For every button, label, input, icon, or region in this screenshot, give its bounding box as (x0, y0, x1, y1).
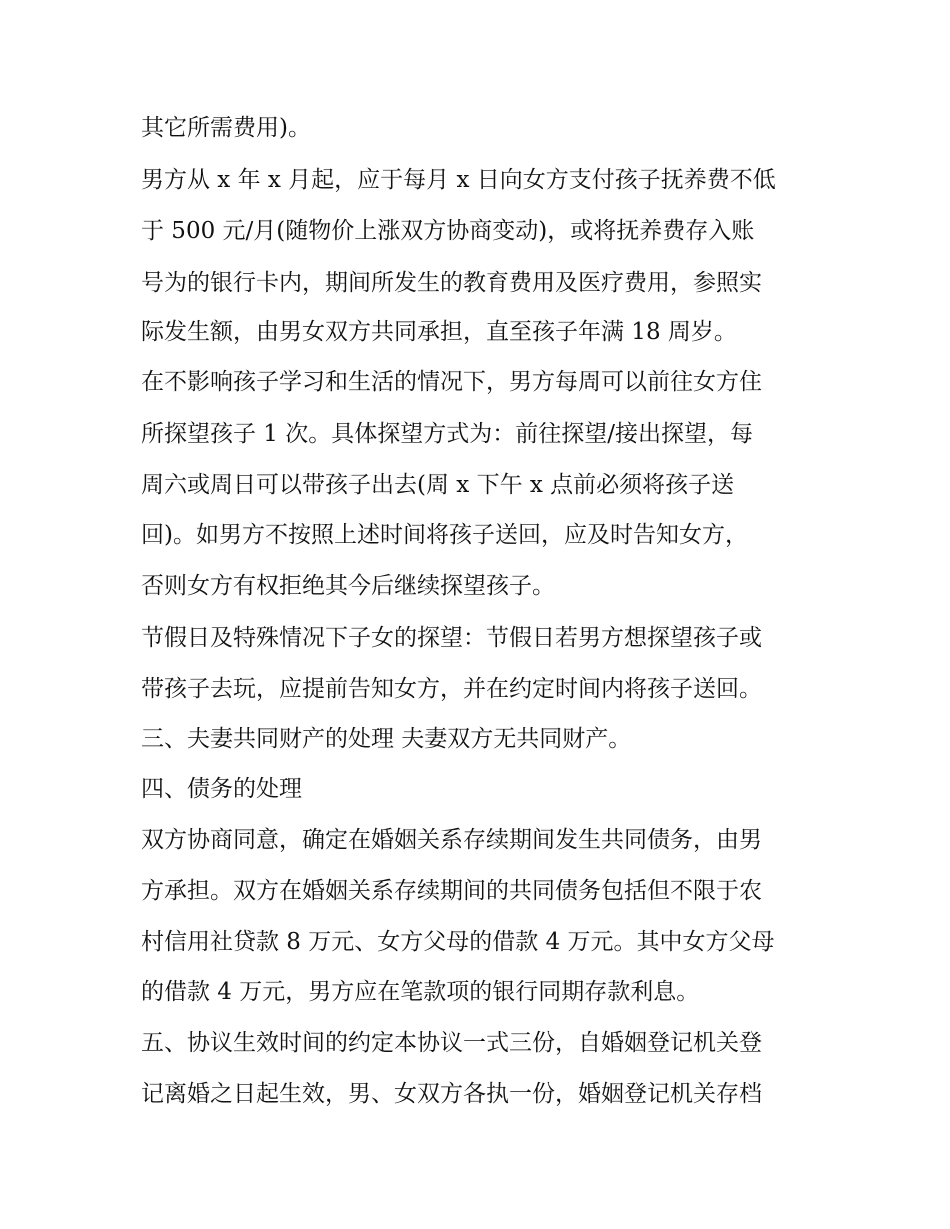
text-line: 号为的银行卡内，期间所发生的教育费用及医疗费用，参照实 (141, 270, 762, 296)
text-line: 所探望孩子 1 次。具体探望方式为：前往探望/接出探望，每 (141, 421, 754, 447)
text-line: 否则女方有权拒绝其今后继续探望孩子。 (141, 573, 555, 599)
text-line: 在不影响孩子学习和生活的情况下，男方每周可以前往女方住 (141, 369, 762, 395)
section-heading: 三、夫妻共同财产的处理 夫妻双方无共同财产。 (141, 726, 632, 752)
text-line: 于 500 元/月(随物价上涨双方协商变动)，或将抚养费存入账 (141, 218, 755, 244)
text-line: 的借款 4 万元，男方应在笔款项的银行同期存款利息。 (141, 979, 700, 1005)
text-line: 方承担。双方在婚姻关系存续期间的共同债务包括但不限于农 (141, 878, 762, 904)
text-line: 其它所需费用)。 (141, 115, 311, 141)
text-line: 带孩子去玩，应提前告知女方，并在约定时间内将孩子送回。 (141, 676, 762, 702)
text-line: 际发生额，由男女双方共同承担，直至孩子年满 18 周岁。 (141, 319, 737, 345)
text-line: 周六或周日可以带孩子出去(周 x 下午 x 点前必须将孩子送 (141, 472, 735, 498)
text-line: 男方从 x 年 x 月起，应于每月 x 日向女方支付孩子抚养费不低 (141, 167, 776, 193)
text-line: 节假日及特殊情况下子女的探望：节假日若男方想探望孩子或 (141, 625, 762, 651)
text-line: 回)。如男方不按照上述时间将孩子送回，应及时告知女方， (141, 522, 748, 548)
section-heading: 四、债务的处理 (141, 776, 302, 802)
text-line: 记离婚之日起生效，男、女双方各执一份，婚姻登记机关存档 (141, 1081, 762, 1107)
section-heading: 五、协议生效时间的约定本协议一式三份，自婚姻登记机关登 (141, 1030, 762, 1056)
text-line: 村信用社贷款 8 万元、女方父母的借款 4 万元。其中女方父母 (141, 929, 775, 955)
text-line: 双方协商同意，确定在婚姻关系存续期间发生共同债务，由男 (141, 827, 762, 853)
